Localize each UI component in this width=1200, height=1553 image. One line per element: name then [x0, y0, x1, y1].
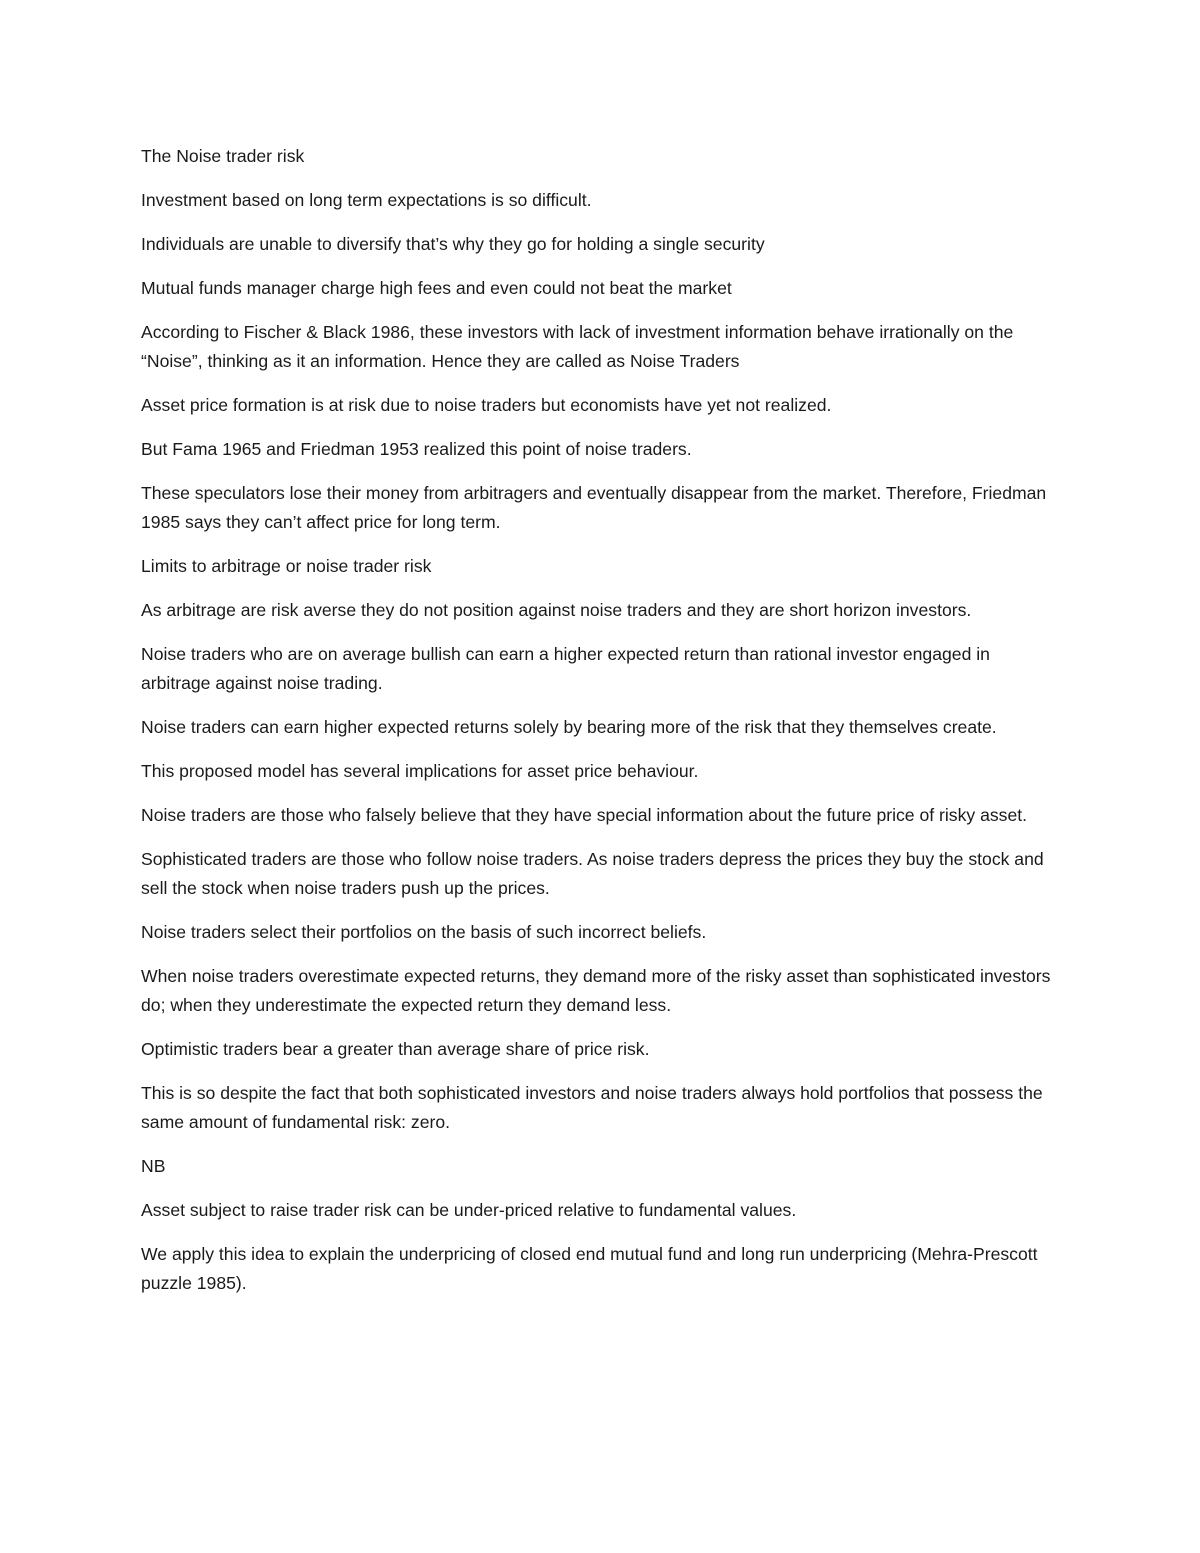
paragraph: We apply this idea to explain the underpricing of closed end mutual fund and long run underpricing (Mehra-Prescott puzzle 1985).	[141, 1244, 1038, 1293]
paragraph: Sophisticated traders are those who follow noise traders. As noise traders depress the prices they buy the stock and sell the stock when noise traders push up the prices.	[141, 849, 1044, 898]
paragraph-heading: Limits to arbitrage or noise trader risk	[141, 556, 432, 576]
paragraph: But Fama 1965 and Friedman 1953 realized this point of noise traders.	[141, 439, 692, 459]
paragraph: Individuals are unable to diversify that’s why they go for holding a single security	[141, 234, 765, 254]
paragraph: Noise traders are those who falsely believe that they have special information about the future price of risky asset.	[141, 805, 1028, 825]
paragraph-title: The Noise trader risk	[141, 146, 305, 166]
paragraph: Optimistic traders bear a greater than average share of price risk.	[141, 1039, 650, 1059]
paragraph: These speculators lose their money from arbitragers and eventually disappear from the market. Therefore, Friedman 1985 says they can’t affect price for long term.	[141, 483, 1047, 532]
paragraph: As arbitrage are risk averse they do not position against noise traders and they are short horizon investors.	[141, 600, 972, 620]
document-body	[141, 142, 1061, 1313]
paragraph: When noise traders overestimate expected returns, they demand more of the risky asset than sophisticated investors do; when they underestimate the expected return they demand less.	[141, 966, 1051, 1015]
paragraph: Noise traders can earn higher expected returns solely by bearing more of the risk that they themselves create.	[141, 717, 997, 737]
paragraph-nb: NB	[141, 1156, 166, 1176]
paragraph: Investment based on long term expectations is so difficult.	[141, 190, 592, 210]
paragraph: Noise traders select their portfolios on the basis of such incorrect beliefs.	[141, 922, 707, 942]
paragraph: This is so despite the fact that both sophisticated investors and noise traders always hold portfolios that possess the same amount of fundamental risk: zero.	[141, 1083, 1043, 1132]
paragraph: This proposed model has several implications for asset price behaviour.	[141, 761, 699, 781]
paragraph: Noise traders who are on average bullish can earn a higher expected return than rational investor engaged in arbitrage against noise trading.	[141, 644, 990, 693]
paragraph: Mutual funds manager charge high fees and even could not beat the market	[141, 278, 732, 298]
paragraph: Asset subject to raise trader risk can be under-priced relative to fundamental values.	[141, 1200, 797, 1220]
paragraph: Asset price formation is at risk due to noise traders but economists have yet not realized.	[141, 395, 832, 415]
paragraph: According to Fischer & Black 1986, these investors with lack of investment information behave irrationally on the “Noise”, thinking as it an information. Hence they are called as Noise Traders	[141, 322, 1014, 371]
